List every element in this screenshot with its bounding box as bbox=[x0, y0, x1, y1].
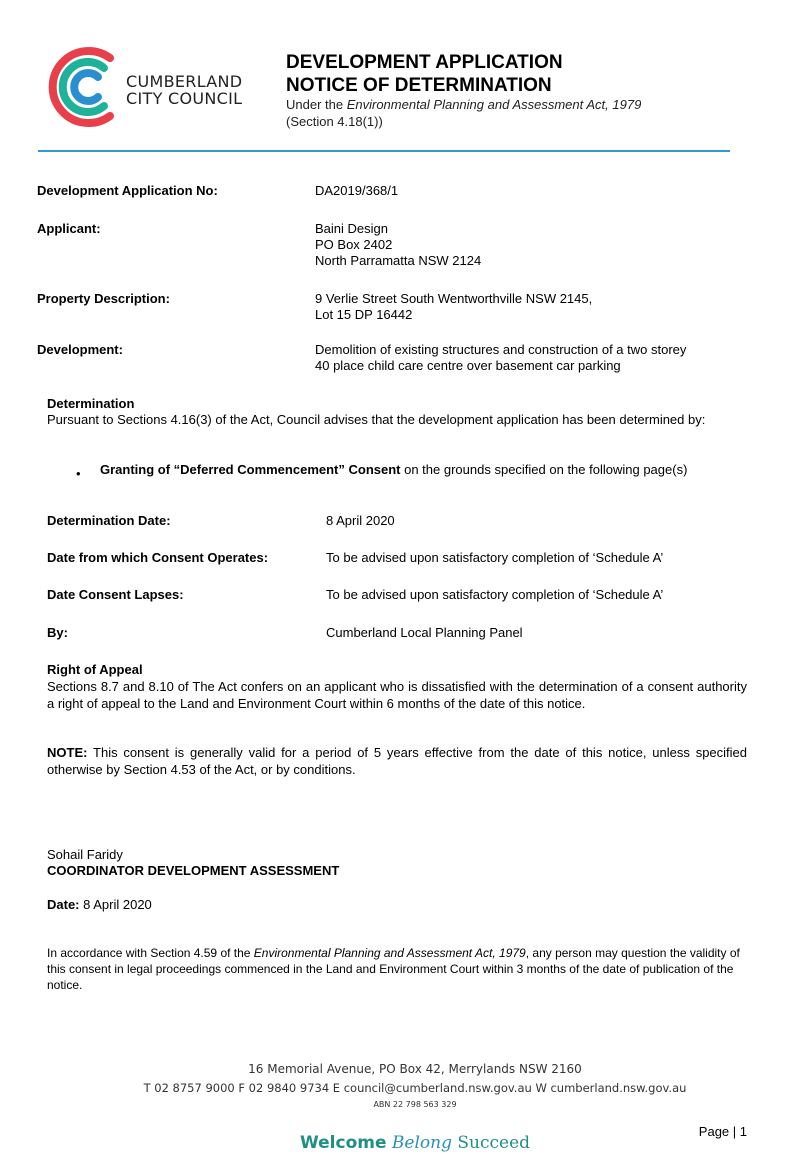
signature-date-value: 8 April 2020 bbox=[79, 897, 152, 912]
da-number-value: DA2019/368/1 bbox=[315, 183, 399, 198]
signatory-name: Sohail Faridy bbox=[47, 847, 123, 862]
determination-text: Pursuant to Sections 4.16(3) of the Act, Council advises that the development application has been determined by: bbox=[47, 412, 706, 427]
legal-prefix: In accordance with Section 4.59 of the bbox=[47, 946, 254, 960]
development-value bbox=[315, 342, 686, 374]
cumberland-logo bbox=[44, 44, 126, 130]
da-number-label: Development Application No: bbox=[37, 183, 218, 198]
determination-date-label: Determination Date: bbox=[47, 513, 171, 528]
signatory-title: COORDINATOR DEVELOPMENT ASSESSMENT bbox=[47, 863, 340, 878]
tagline-succeed: Succeed bbox=[457, 1133, 531, 1153]
tagline-belong: Belong bbox=[391, 1133, 452, 1153]
bullet-icon: • bbox=[76, 466, 81, 481]
consent-operates-value: To be advised upon satisfactory completion of ‘Schedule A’ bbox=[326, 550, 664, 565]
title-line-1: DEVELOPMENT APPLICATION bbox=[286, 52, 563, 73]
note-label: NOTE: bbox=[47, 745, 88, 760]
determination-bullet bbox=[100, 461, 720, 478]
by-value: Cumberland Local Planning Panel bbox=[326, 625, 523, 640]
applicant-po-box: PO Box 2402 bbox=[315, 237, 393, 252]
property-address: 9 Verlie Street South Wentworthville NSW 2145, bbox=[315, 291, 593, 306]
applicant-label: Applicant: bbox=[37, 221, 101, 236]
document-subtitle bbox=[286, 96, 641, 130]
legal-notice bbox=[47, 945, 747, 993]
applicant-suburb: North Parramatta NSW 2124 bbox=[315, 253, 482, 268]
section-ref: (Section 4.18(1)) bbox=[286, 114, 383, 129]
page-number: Page | 1 bbox=[698, 1124, 747, 1139]
applicant-name: Baini Design bbox=[315, 221, 388, 236]
signature-date-label: Date: bbox=[47, 897, 80, 912]
logo-line-1: CUMBERLAND bbox=[126, 72, 243, 91]
footer-abn: ABN 22 798 563 329 bbox=[373, 1100, 457, 1109]
consent-operates-label: Date from which Consent Operates: bbox=[47, 550, 269, 565]
consent-lapses-value: To be advised upon satisfactory completion of ‘Schedule A’ bbox=[326, 587, 664, 602]
consent-lapses-label: Date Consent Lapses: bbox=[47, 587, 184, 602]
determination-date-value: 8 April 2020 bbox=[326, 513, 395, 528]
note-paragraph bbox=[47, 744, 747, 778]
document-title bbox=[286, 51, 563, 97]
header-divider bbox=[38, 150, 730, 152]
note-text: This consent is generally valid for a period of 5 years effective from the date of this notice, unless specified otherwise by Section 4.53 of the Act, or by conditions. bbox=[47, 745, 747, 777]
under-prefix: Under the bbox=[286, 97, 347, 112]
property-value bbox=[315, 291, 592, 323]
signature-date bbox=[47, 896, 747, 913]
appeal-heading: Right of Appeal bbox=[47, 662, 143, 677]
footer-contact: T 02 8757 9000 F 02 9840 9734 E council@cumberland.nsw.gov.au W cumberland.nsw.gov.au bbox=[143, 1081, 687, 1095]
development-line-1: Demolition of existing structures and construction of a two storey bbox=[315, 342, 687, 357]
title-line-2: NOTICE OF DETERMINATION bbox=[286, 75, 552, 96]
development-label: Development: bbox=[37, 342, 123, 357]
logo-line-2: CITY COUNCIL bbox=[126, 89, 243, 108]
legal-suffix: , any person may question the validity of this consent in legal proceedings commenced in the Land and Environment Court within 3 months of the date of publication of the notice. bbox=[47, 946, 740, 992]
council-name bbox=[126, 73, 242, 107]
tagline-welcome: Welcome bbox=[299, 1133, 387, 1153]
appeal-text: Sections 8.7 and 8.10 of The Act confers on an applicant who is dissatisfied with the determination of a consent authority a right of appeal to the Land and Environment Court within 6 months of the date of this notice. bbox=[47, 679, 747, 711]
act-name: Environmental Planning and Assessment Act, 1979 bbox=[346, 97, 642, 112]
bullet-bold: Granting of “Deferred Commencement” Consent bbox=[100, 462, 401, 477]
property-label: Property Description: bbox=[37, 291, 170, 306]
by-label: By: bbox=[47, 625, 68, 640]
tagline bbox=[0, 1133, 796, 1153]
legal-act: Environmental Planning and Assessment Act, 1979 bbox=[253, 946, 526, 960]
bullet-rest: on the grounds specified on the following page(s) bbox=[400, 462, 688, 477]
applicant-value bbox=[315, 221, 481, 269]
footer-address: 16 Memorial Avenue, PO Box 42, Merrylands NSW 2160 bbox=[248, 1062, 582, 1076]
property-lot: Lot 15 DP 16442 bbox=[315, 307, 413, 322]
development-line-2: 40 place child care centre over basement car parking bbox=[315, 358, 621, 373]
determination-heading: Determination bbox=[47, 396, 135, 411]
